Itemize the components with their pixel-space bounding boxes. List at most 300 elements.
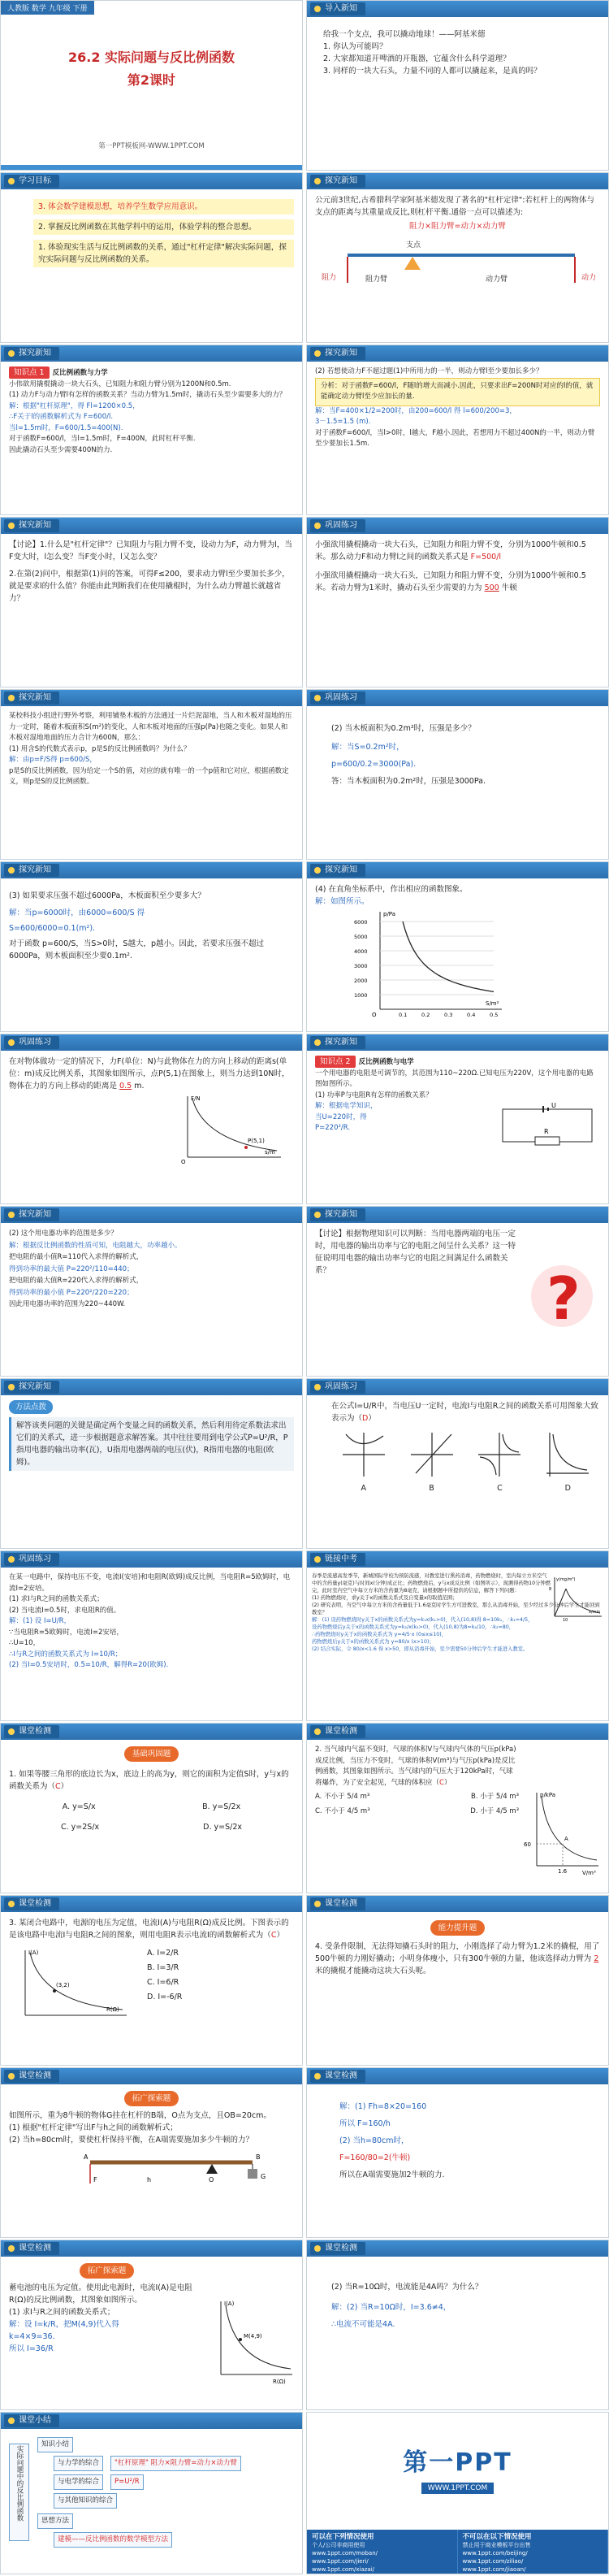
cover-bar: [1, 165, 302, 170]
solution-1: 解：根据"杠杆原理"，得 Fl=1200×0.5，: [9, 401, 140, 410]
fulcrum-shape: [206, 2164, 218, 2174]
slide-import: [306, 0, 609, 171]
x-tick-label: 0.3: [444, 1012, 453, 1017]
summary-root: 实际问题中的反比例函数: [9, 2444, 29, 2541]
license-bar: [307, 2530, 608, 2574]
question-3: (3) 如果要求压强不超过6000Pa，木板面积至少要多大？: [9, 891, 205, 900]
cover-footer: 第一PPT模板网-WWW.1PPT.COM: [98, 142, 205, 150]
slide-header: [1, 1207, 302, 1223]
header-tab: 探究新知: [310, 175, 365, 188]
x-axis-label: V/m³: [582, 1870, 596, 1876]
slide-header: [1, 1724, 302, 1740]
solution-4: F=160/80=2(牛顿): [339, 2153, 411, 2162]
solution-5: 得到功率的最小值 P=220²/220=220；: [9, 1288, 134, 1297]
pressure-curve: [403, 922, 494, 991]
answer-1: F=500/l: [470, 553, 502, 562]
solution-5: (2) 当I=0.5安培时，0.5=10/R，解得R=20(欧姆).: [9, 1661, 169, 1669]
answer: 0.5: [119, 1082, 132, 1091]
x-ticks: [399, 1012, 498, 1017]
slide-header: [1, 173, 302, 189]
question-3: 3. 同样的一块大石头，力量不同的人都可以撬起来，是真的吗？: [323, 67, 542, 76]
y-tick-label: 3000: [354, 963, 368, 969]
brand-url[interactable]: WWW.1PPT.COM: [421, 2483, 495, 2494]
header-tab: 探究新知: [4, 1381, 59, 1394]
slide-test-4: [306, 1895, 609, 2066]
header-tab: 巩固练习: [310, 692, 365, 705]
options-list: [147, 1946, 182, 2023]
slide-body: [331, 722, 600, 854]
solution-3: ∴药物燃烧时y关于x的函数关系式为 y=4/5·x (0≤x≤10)，: [312, 1632, 447, 1637]
edition-tag: 人教版 数学 九年级 下册: [1, 1, 94, 15]
label-u: U: [551, 1102, 556, 1109]
slide-body: [9, 1400, 294, 1543]
point-p-label: P(5,1): [248, 1138, 265, 1144]
lever-formula: 阻力×阻力臂=动力×动力臂: [409, 222, 506, 231]
slide-body: [33, 199, 294, 337]
question-mark-icon: [525, 1255, 598, 1345]
solution-1: 解：设 I=k/R，把M(4,9)代入得: [9, 2320, 119, 2329]
solution-1: 解：(1) 设药物燃烧时y关于x的函数关系式为y=k₁x(k₁>0)，代入(10,8)得 8=10k₁，∴k₁=4/5，: [312, 1617, 533, 1623]
answer: C: [439, 1778, 444, 1787]
header-tab: 课堂检测: [4, 2242, 59, 2255]
solution-2: p是S的反比例函数，因为给定一个S的值，对应的就有唯一的一个p值和它对应，根据函数定义，则p是S的反比例函数。: [9, 766, 289, 786]
header-tab: 探究新知: [4, 519, 59, 532]
header-tab: 课堂小结: [4, 2414, 59, 2427]
solution-2: 3－1.5=1.5 (m).: [315, 418, 371, 426]
x-tick-label: 0.1: [399, 1012, 408, 1017]
header-tab: 巩固练习: [310, 519, 365, 532]
slide-discussion: [0, 517, 303, 687]
lever-desc: 公元前3世纪,古希腊科学家阿基米德发现了著名的"杠杆定律":若杠杆上的两物体与支点的距离与其重量成反比,则杠杆平衡.通俗一点可以描述为:: [315, 196, 595, 217]
label-fulcrum: 支点: [406, 241, 421, 249]
slide-exam-link: [306, 1550, 609, 1721]
slide-header: [1, 690, 302, 706]
solution-6: 因此用电器功率的范围为220~440W.: [9, 1300, 126, 1308]
question-2: (2) 若想使动力F不超过题(1)中所用力的一半，则动力臂l至少要加长多少？: [315, 367, 543, 375]
lever-point-label: h: [147, 2176, 152, 2184]
slide-header: [1, 1379, 302, 1395]
option-a[interactable]: A. 不小于 5/4 m³: [315, 1793, 370, 1801]
slide-header: [307, 1, 608, 17]
discussion-1: 【讨论】1.什么是"杠杆定律"？已知阻力与阻力臂不变，设动力为F，动力臂为l，当F变大时，l怎么变？当F变小时，l又怎么变？: [9, 540, 292, 562]
option-label: B: [429, 1484, 434, 1493]
option-b[interactable]: [400, 1428, 464, 1494]
pressure-graph: [348, 908, 510, 1017]
option-d[interactable]: D. 小于 4/5 m³: [470, 1806, 519, 1815]
solution-2: p=600/0.2=3000(Pa).: [331, 760, 417, 769]
level-label: 能力提升题: [430, 1920, 486, 1936]
question-2: (2) 这个用电器功率的范围是多少？: [9, 1229, 118, 1238]
option-c[interactable]: C. y=2S/x: [61, 1823, 100, 1832]
slide-pressure-2: [306, 689, 609, 860]
solution-2: k=4×9=36.: [9, 2332, 55, 2341]
option-graph-icon: [339, 1428, 388, 1478]
slide-practice-work: [0, 1034, 303, 1204]
slide-header: [307, 345, 608, 362]
slide-test-6-solution: [306, 2240, 609, 2410]
license-forbidden: 不可以在以下情况使用 禁止用于商业模板平台出售 www.1ppt.com/beijing/ www.1ppt.com/ziliao/ www.1ppt.com/jiaoan/: [458, 2530, 609, 2574]
slide-ad: [306, 2412, 609, 2574]
solution-1: 解：(1) 设 I=U/R，: [9, 1617, 71, 1625]
option-label: C: [497, 1484, 503, 1493]
y-tick-label: 6000: [354, 919, 368, 926]
summary-knowledge: 知识小结: [37, 2437, 73, 2452]
label-r: R: [544, 1128, 549, 1135]
solution-1: 解：当F=400×1/2=200时，由200=600/l 得 l=600/200=3，: [315, 406, 516, 415]
slide-header: [307, 2068, 608, 2084]
slide-header: [307, 690, 608, 706]
slide-electric-1: [306, 1034, 609, 1204]
option-label: D: [564, 1484, 571, 1493]
question-3: 3. 某闭合电路中，电源的电压为定值，电流I(A)与电阻R(Ω)成反比例。下图表示的是该电路中电流I与电阻R之间的图象，则用电阻R表示电流I的函数解析式为（C）: [9, 1919, 289, 1940]
slide-body: [315, 1920, 600, 2060]
options-row-2: [9, 1821, 294, 1833]
header-tab: 课堂检测: [310, 1897, 365, 1910]
resistor-shape: [535, 1137, 559, 1145]
goal-1: 1. 体验现实生活与反比例函数的关系，通过"杠杆定律"解决实际问题，探究实际问题与反比例函数的关系。: [33, 240, 294, 267]
method-text: 解答该类问题的关键是确定两个变量之间的函数关系，然后利用待定系数法求出它们的关系式，进一步根据题意求解答案。其中往往要用到电学公式P=U²/R，P指用电器的输出功率(瓦)，U指用电器两端的电压(伏)，R指用电器的电阻(欧姆)。: [9, 1417, 294, 1471]
slide-body: [315, 1056, 600, 1199]
slide-body: [9, 1056, 294, 1199]
slide-body: [315, 1745, 519, 1888]
y-axis-label: I(A): [28, 1949, 39, 1956]
solution-1: 解：如图所示。: [315, 897, 369, 906]
slide-body: [9, 366, 294, 510]
solution-3: P=220²/R.: [315, 1124, 351, 1132]
solution-2: 把电阻的最小值R=110代入求得的解析式，: [9, 1253, 144, 1261]
slide-header: [307, 518, 608, 534]
option-graph-icon: [408, 1428, 456, 1478]
solution-1: 解：由p=F/S得 p=600/S，: [9, 756, 97, 764]
label-power-arm: 动力臂: [486, 275, 508, 284]
slide-body: [9, 2263, 205, 2405]
option-d[interactable]: D. I=-6/R: [147, 1993, 183, 2001]
label-y60: 60: [524, 1841, 531, 1848]
exercise-text: 在公式I=U/R中，当电压U一定时，电流I与电阻R之间的函数关系可用图象大致表示为（D）: [331, 1402, 598, 1423]
option-a[interactable]: [331, 1428, 395, 1494]
analysis-box: 分析：对于函数F=600/l，F随l的增大而减小.因此，只要求出F=200N时对应的l的值，就能确定动力臂l至少应加长的量.: [315, 378, 600, 406]
slide-electric-2: [0, 1206, 303, 1377]
slide-body: [9, 2091, 294, 2232]
method-label: 方法点拨: [9, 1400, 53, 1414]
slide-header: [1, 2240, 302, 2257]
slide-goals: [0, 172, 303, 343]
slide-body: [315, 194, 600, 337]
slide-pressure-3: [0, 861, 303, 1032]
option-d[interactable]: D. y=S/2x: [203, 1823, 242, 1832]
question-1: 1. 如果等腰三角形的底边长为x，底边上的高为y，则它的面积为定值S时，y与x的函数关系为（C）: [9, 1770, 289, 1791]
license-allowed: 可以在下列情况使用 个人/公司非商用使用 www.1ppt.com/moban/ www.1ppt.com/jieri/ www.1ppt.com/xiazai/: [307, 2530, 458, 2574]
slide-body: [9, 2437, 294, 2569]
point-32-label: (3,2): [56, 1982, 70, 1988]
medicine-graph: [546, 1574, 603, 1623]
knowledge-title: 反比例函数与力学: [52, 369, 108, 377]
exercise-text: 在对物体做功一定的情况下，力F(单位：N)与此物体在力的方向上移动的距离s(单位：m)成反比例关系，其图象如图所示，点P(5,1)在图象上，则当力达到10N时，物体在力的方向上移动的距离是 0.5 m.: [9, 1057, 290, 1091]
x-tick-label: 0.5: [490, 1012, 499, 1017]
answer: C: [270, 1931, 277, 1940]
question-2: 2. 当气球内气温不变时，气球的体积V与气球内气体的气压p(kPa)成反比例，当压力不变时，气球的体积V(m³)与气压p(kPa)是反比例函数，其图象如图所示。当气球内的气压大于120kPa时，气球将爆炸，为了安全起见，气球的体积应（C）: [315, 1746, 516, 1787]
question-1: (1) 动力F与动力臂l有怎样的函数关系？当动力臂为1.5m时，撬动石头至少需要多大的力？: [9, 391, 287, 399]
level-label: 基础巩固题: [124, 1746, 179, 1762]
y-tick-label: 5000: [354, 934, 368, 940]
summary-method: 思想方法: [37, 2513, 73, 2529]
slide-body: [315, 1228, 519, 1371]
lever-point-label: F: [93, 2176, 97, 2184]
svg-text:?: ?: [546, 1264, 581, 1333]
lesson-title: 26.2 实际问题与反比例函数: [67, 50, 235, 65]
slide-header: [1, 862, 302, 878]
solution-2: ∴F关于l的函数解析式为 F=600/l.: [9, 413, 114, 421]
summary-electric: 与电学的综合: [54, 2474, 103, 2490]
solution-4: 药物燃烧后y关于x的函数关系式为 y=80/x (x>10)；: [312, 1639, 434, 1645]
option-c[interactable]: C. 不小于 4/5 m³: [315, 1806, 370, 1815]
solution-1: 解：根据反比例函数的性质可知，电阻越大，功率越小。: [9, 1241, 182, 1250]
y-tick-label: 4000: [354, 948, 368, 955]
point-m-label: M(4,9): [244, 2333, 262, 2340]
slide-test-2: [306, 1723, 609, 1893]
option-b[interactable]: B. y=S/2x: [202, 1802, 241, 1811]
header-tab: 探究新知: [310, 1036, 365, 1049]
slide-header: [307, 1896, 608, 1912]
x-tick-label: 0.2: [421, 1012, 430, 1017]
slide-body: [315, 366, 600, 510]
solution-2: 设药物燃烧后y关于x的函数关系式为y=k₂/x(k₂>0)，代入(10,8)为8=k₂/10，∴k₂=80，: [312, 1624, 515, 1630]
summary-mechanics-detail: "杠杆原理" 阻力×阻力臂=动力×动力臂: [110, 2456, 241, 2471]
question-1: (1) 用含S的代数式表示p，p是S的反比例函数吗？为什么？: [9, 744, 191, 753]
summary-other: 与其他知识的综合: [54, 2493, 117, 2509]
header-tab: 巩固练习: [4, 1036, 59, 1049]
slide-summary: [0, 2412, 303, 2574]
lever-point-label: B: [256, 2153, 261, 2161]
solution-4: 把电阻的最大值R=220代入求得的解析式，: [9, 1277, 144, 1285]
header-tab: 学习目标: [4, 175, 59, 188]
solution-3: ∴U=10，: [9, 1639, 41, 1647]
y-axis-label: p/kPa: [540, 1792, 556, 1798]
y-axis-label: F/N: [191, 1095, 201, 1102]
slide-body: [315, 539, 600, 682]
answer-2: 500: [484, 583, 499, 592]
origin-label: O: [372, 1012, 377, 1017]
y-axis-label: y(mg/m³): [556, 1577, 576, 1582]
slide-header: [1, 1034, 302, 1051]
question-1: 1. 你认为可能吗？: [323, 42, 387, 51]
point-a-label: A: [564, 1836, 568, 1842]
slide-body: [315, 883, 600, 1026]
header-tab: 探究新知: [4, 1208, 59, 1221]
lesson-subtitle: 第2课时: [127, 72, 176, 88]
question-2: (2) 当R=10Ω时，电流能是4A吗？为什么？: [331, 2283, 483, 2292]
question-2: (2) 当木板面积为0.2m²时，压强是多少？: [331, 724, 476, 733]
solution-1: 解：(1) Fh=8×20=160: [339, 2102, 427, 2111]
question-1: (1) 根据"杠杆定律"写出F与h之间的函数解析式；: [9, 2123, 178, 2132]
solution-1: 解：(2) 当R=10Ω时，I=3.6≠4，: [331, 2303, 451, 2312]
solution-3: 得到功率的最大值 P=220²/110=440；: [9, 1264, 134, 1273]
slide-body: [9, 1746, 294, 1888]
header-tab: 探究新知: [310, 1208, 365, 1221]
label-y8: 8: [549, 1587, 552, 1592]
current-graph: [9, 1946, 131, 2023]
knowledge-title: 反比例函数与电学: [358, 1058, 414, 1066]
solution-5: (2) 结合实际，令 80/x<1.6 得 x>50，即从消毒开始，至少需要50分钟后学生才能进入教室。: [312, 1646, 529, 1652]
slide-cover: [0, 0, 303, 171]
slide-mechanics-2: [306, 345, 609, 515]
lever-figure: [9, 2146, 285, 2187]
slide-header: [1, 345, 302, 362]
options-row-1: [9, 1801, 294, 1813]
current-curve: [30, 1953, 123, 2010]
question-1: (1) 功率P与电阻R有怎样的函数关系？: [315, 1091, 433, 1099]
solution-3: (2) 当h=80cm时，: [339, 2136, 409, 2145]
label-x16: 1.6: [558, 1868, 568, 1875]
solution-2: S=600/6000=0.1(m²).: [9, 924, 96, 933]
weight-g: [248, 2169, 257, 2179]
solution-3: 所以 I=36/R: [9, 2344, 54, 2353]
slide-test-1: [0, 1723, 303, 1893]
slide-method: [0, 1378, 303, 1549]
exercise-2: 小强欲用撬棍撬动一块大石头，已知阻力和阻力臂不变，分别为1000牛顿和0.5米。若动力臂为1米时，撬动石头至少需要的力为 500 牛顿: [315, 571, 586, 592]
label-power: 动力: [581, 274, 597, 282]
header-tab: 课堂检测: [4, 2070, 59, 2083]
question-2: (2) 当电流I=0.5时，求电阻R的值。: [9, 1606, 121, 1615]
slide-header: [307, 862, 608, 878]
question-2: 2. 大家都知道开啤酒的开瓶器，它蕴含什么科学道理？: [323, 54, 511, 63]
answer: 2: [594, 1954, 599, 1963]
knowledge-tag: 知识点 2: [315, 1056, 356, 1068]
slide-body: [331, 1400, 600, 1543]
knowledge-tag: 知识点 1: [9, 366, 50, 379]
question-1: (1) 求I与R之间的函数关系式；: [9, 2308, 115, 2317]
balloon-curve: [542, 1797, 597, 1860]
circuit-diagram: [495, 1101, 600, 1150]
header-tab: 课堂检测: [310, 2070, 365, 2083]
intro-text: 给我一个支点，我可以撬动地球！——阿基米德: [323, 30, 486, 39]
slide-body: [331, 2281, 600, 2405]
slide-electric-discussion: [306, 1206, 609, 1377]
x-axis-label: S/m²: [486, 1000, 499, 1007]
level-label: 拓广探索题: [124, 2091, 179, 2106]
solution-3: 对于函数F=600/l，当l>0时，l越大，F越小.因此，若想用力不超过400N的一半，则动力臂至少要加长1.5m.: [315, 428, 595, 448]
discussion-2: 2.在第(2)问中，根据第(1)问的答案，可得F≤200，要求动力臂l至少要加长多少，就是要求l的什么值？你能由此判断我们在使用撬棍时，为什么动力臂越长就越省力？: [9, 570, 290, 603]
label-resist-arm: 阻力臂: [365, 275, 388, 284]
question-2: (2) 当h=80cm时，要使杠杆保持平衡，在A端需要施加多少牛顿的力？: [9, 2136, 254, 2144]
y-ticks: [354, 919, 494, 999]
header-tab: 导入新知: [310, 2, 365, 15]
option-c[interactable]: [468, 1428, 532, 1494]
answer: D: [362, 1414, 369, 1423]
solution-2: 当U=220时，得: [315, 1112, 367, 1121]
slide-practice-current: [0, 1550, 303, 1721]
slide-body: [9, 1228, 294, 1371]
option-b[interactable]: B. 小于 5/4 m³: [470, 1793, 519, 1801]
question-2: (2) 研究表明，当空气中每立方米的含药量低于1.6毫克时学生方可进教室，那么从消毒开始，至少经过多少分钟后学生才能回到教室？: [312, 1602, 600, 1615]
answer: C: [55, 1782, 61, 1791]
slide-body: [339, 2101, 600, 2232]
solution-1: 解：当S=0.2m²时，: [331, 743, 404, 752]
slide-body: [323, 28, 600, 165]
slide-body: [9, 539, 294, 682]
x-axis-label: s/m: [265, 1149, 275, 1156]
header-tab: 课堂检测: [310, 2242, 365, 2255]
solution-3: 当l=1.5m时，F=600/1.5=400(N).: [9, 423, 123, 432]
solution-1: 解：当p=6000时，由6000=600/S 得: [9, 909, 145, 917]
label-resist: 阻力: [322, 274, 337, 282]
brand-logo: 第一PPT: [403, 2448, 512, 2477]
header-tab: 巩固练习: [4, 1553, 59, 1566]
point-m: [239, 2338, 242, 2341]
solution-5: 所以在A端需要施加2牛顿的力.: [339, 2171, 445, 2179]
problem-text: 在某一电路中，保持电压不变，电流I(安培)和电阻R(欧姆)成反比例，当电阻R=5欧姆时，电流I=2安培。: [9, 1573, 291, 1593]
solution-2: 所以 F=160/h: [339, 2119, 391, 2128]
option-graph-icon: [475, 1428, 524, 1478]
summary-electric-detail: P=U²/R: [110, 2474, 144, 2490]
battery-graph: [206, 2297, 296, 2387]
y-tick-label: 2000: [354, 978, 368, 984]
question-4: 4. 受条件限制，无法得知撬石头时的阻力，小刚选择了动力臂为1.2米的撬棍，用了500牛顿的力刚好撬动；小明身体瘦小，只有300牛顿的力量，他该选择动力臂为 2 米的撬棍才能撬动这块大石头呢。: [315, 1942, 600, 1975]
question-1: (1) 求I与R之间的函数关系式；: [9, 1595, 104, 1603]
point-32: [53, 1989, 56, 1993]
slide-header: [307, 1724, 608, 1740]
x-axis-label: R(Ω): [106, 2006, 119, 2013]
slide-header: [307, 1551, 608, 1568]
option-a[interactable]: A. I=2/R: [147, 1949, 179, 1958]
problem-text: 一个用电器的电阻是可调节的，其范围为110~220Ω.已知电压为220V，这个用电器的电路图如图所示。: [315, 1069, 594, 1088]
x-axis-label: x/min: [589, 1610, 601, 1615]
slide-header: [1, 2413, 302, 2429]
page-title: [1, 46, 302, 92]
slide-body: [9, 711, 294, 854]
slide-test-3: [0, 1895, 303, 2066]
y-axis-label: I(A): [224, 2301, 235, 2307]
header-tab: 课堂检测: [310, 1725, 365, 1738]
problem-text: 如图所示，重为8牛顿的物体G挂在杠杆的B端，O点为支点，且OB=20cm。: [9, 2111, 271, 2120]
header-tab: 探究新知: [310, 864, 365, 877]
level-label: 拓广探索题: [80, 2263, 135, 2279]
slide-header: [1, 518, 302, 534]
slide-header: [307, 173, 608, 189]
option-a[interactable]: A. y=S/x: [62, 1802, 96, 1811]
discussion-text: 【讨论】根据物理知识可以判断：当用电器两端的电压一定时，用电器的输出功率与它的电阻之间呈什么关系？这一特征说明用电器的输出功率与它的电阻之间满足什么函数关系？: [315, 1229, 516, 1275]
slide-body: [9, 1572, 294, 1715]
solution-1: 解：根据电学知识，: [315, 1102, 378, 1110]
header-tab: 探究新知: [4, 692, 59, 705]
header-tab: 探究新知: [4, 347, 59, 360]
solution-5: 因此撬动石头至少需要400N的力.: [9, 445, 113, 454]
header-tab: 课堂检测: [4, 1897, 59, 1910]
origin-label: O: [181, 1159, 186, 1165]
slide-lever-law: [306, 172, 609, 343]
y-axis-label: p/Pa: [383, 911, 395, 917]
slide-body: [9, 1917, 294, 2060]
solution-2: ∵当电阻R=5欧姆时，电流I=2安培，: [9, 1628, 123, 1637]
summary-mechanics: 与力学的综合: [54, 2456, 103, 2471]
header-tab: 链接中考: [310, 1553, 365, 1566]
problem-text: 春季是流感高发季节，新城国际学校为预防流感，对教室进行熏药消毒，药物燃烧时，室内每立方米空气中的含药量y(毫克)与时间x(分钟)成正比；药物燃烧后，y与x成反比例（如图所示），现测得药物10分钟燃完，此时室内空气中每立方米的含药量为8毫克，请根据题中所提供的信息，解答下列问题：: [312, 1573, 551, 1594]
option-c[interactable]: C. I=6/R: [147, 1978, 179, 1987]
solution-4: ∴I与R之间的函数关系式为 I=10/R；: [9, 1650, 123, 1659]
lever-diagram: [315, 232, 599, 289]
lever-point-label: A: [84, 2153, 89, 2161]
option-d[interactable]: [536, 1428, 600, 1494]
header-tab: 探究新知: [310, 347, 365, 360]
option-label: A: [361, 1484, 366, 1493]
goal-2: 2. 掌握反比例函数在其他学科中的运用，体验学科的整合思想。: [33, 219, 294, 235]
option-graph-icon: [543, 1428, 592, 1478]
slide-header: [307, 1379, 608, 1395]
balloon-graph: [520, 1789, 602, 1878]
option-b[interactable]: B. I=3/R: [147, 1963, 179, 1972]
solution-4: 对于函数F=600/l，当l=1.5m时，F=400N，此时杠杆平衡.: [9, 435, 196, 443]
slide-test-5: [0, 2067, 303, 2238]
